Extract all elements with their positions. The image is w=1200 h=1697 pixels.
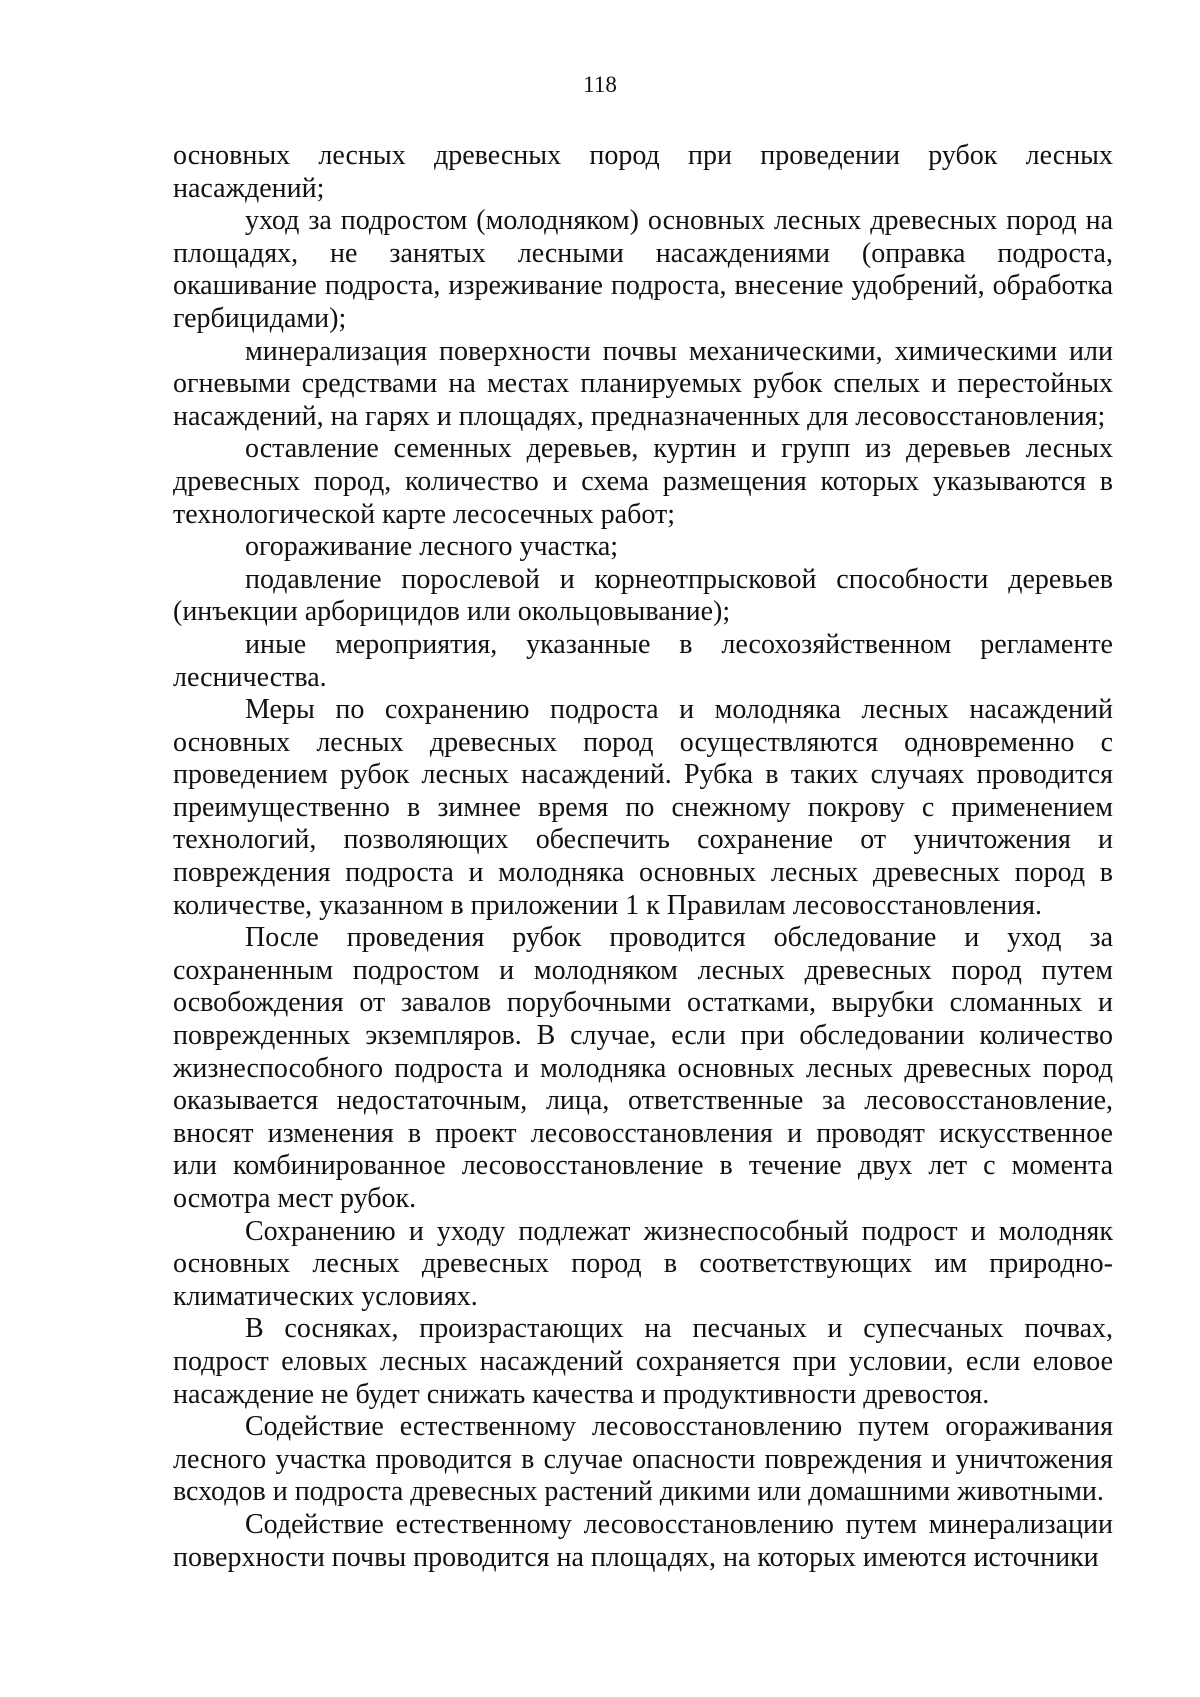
paragraph-list-item: подавление порослевой и корнеотпрысковой способности деревьев (инъекции арборицидов или окольцовывание); <box>173 563 1113 628</box>
document-body <box>173 140 1113 1574</box>
paragraph-continues-next-page: Содействие естественному лесовосстановлению путем минерализации поверхности почвы проводится на площадях, на которых имеются источники <box>173 1508 1113 1573</box>
paragraph: Сохранению и уходу подлежат жизнеспособный подрост и молодняк основных лесных древесных пород в соответствующих им природно-климатических условиях. <box>173 1215 1113 1312</box>
paragraph-continuation: основных лесных древесных пород при проведении рубок лесных насаждений; <box>173 140 1113 204</box>
paragraph: После проведения рубок проводится обследование и уход за сохраненным подростом и молодняком лесных древесных пород путем освобождения от завалов порубочными остатками, вырубки сломанных и поврежденных экземпляров. В случае, если при обследовании количество жизнеспособного подроста и молодняка основных лесных древесных пород оказывается недостаточным, лица, ответственные за лесовосстановление, вносят изменения в проект лесовосстановления и проводят искусственное или комбинированное лесовосстановление в течение двух лет с момента осмотра мест рубок. <box>173 922 1113 1214</box>
paragraph: В сосняках, произрастающих на песчаных и супесчаных почвах, подрост еловых лесных насаждений сохраняется при условии, если еловое насаждение не будет снижать качества и продуктивности древостоя. <box>173 1313 1113 1410</box>
paragraph-list-item: минерализация поверхности почвы механическими, химическими или огневыми средствами на местах планируемых рубок спелых и перестойных насаждений, на гарях и площадях, предназначенных для лесовосстановления; <box>173 335 1113 432</box>
paragraph-list-item: оставление семенных деревьев, куртин и групп из деревьев лесных древесных пород, количество и схема размещения которых указываются в технологической карте лесосечных работ; <box>173 433 1113 530</box>
paragraph-list-item: иные мероприятия, указанные в лесохозяйственном регламенте лесничества. <box>173 628 1113 693</box>
paragraph-list-item: уход за подростом (молодняком) основных лесных древесных пород на площадях, не занятых лесными насаждениями (оправка подроста, окашивание подроста, изреживание подроста, внесение удобрений, обработка гербицидами); <box>173 205 1113 334</box>
page-number: 118 <box>583 72 617 97</box>
paragraph-list-item: огораживание лесного участка; <box>245 531 619 563</box>
paragraph: Содействие естественному лесовосстановлению путем огораживания лесного участка проводится в случае опасности повреждения и уничтожения всходов и подроста древесных растений дикими или домашними животными. <box>173 1411 1113 1508</box>
paragraph: Меры по сохранению подроста и молодняка лесных насаждений основных лесных древесных пород осуществляются одновременно с проведением рубок лесных насаждений. Рубка в таких случаях проводится преимущественно в зимнее время по снежному покрову с применением технологий, позволяющих обеспечить сохранение от уничтожения и повреждения подроста и молодняка основных лесных древесных пород в количестве, указанном в приложении 1 к Правилам лесовосстановления. <box>173 694 1113 921</box>
